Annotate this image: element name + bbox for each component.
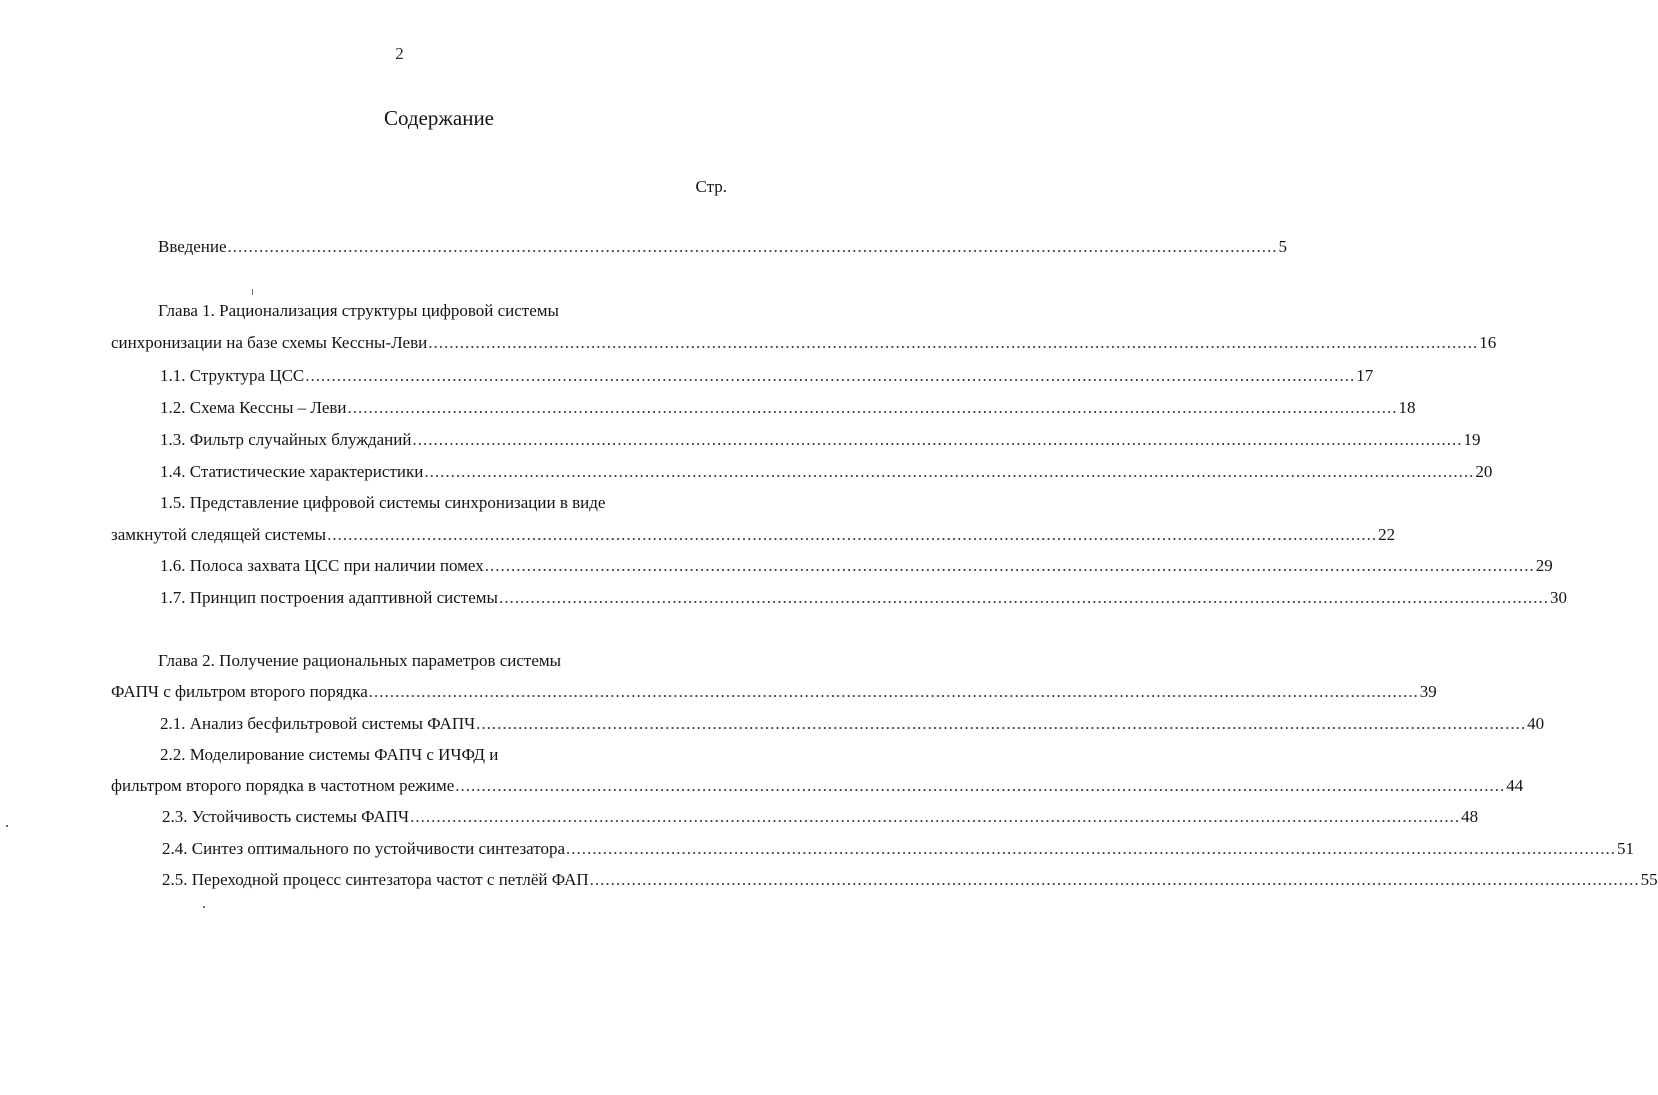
dot-leader: ........................................................................................................................................................................................................: [305, 366, 1356, 385]
dot-leader: ........................................................................................................................................................................................................: [368, 682, 1419, 701]
toc-entry-intro[interactable]: [158, 236, 1288, 258]
scan-speck: [203, 906, 205, 908]
toc-entry-title: 1.7. Принцип построения адаптивной системы: [160, 588, 498, 607]
toc-entry-page: 5: [1278, 237, 1288, 256]
scan-speck: [6, 825, 8, 827]
toc-entry-2-2-line1[interactable]: 2.2. Моделирование системы ФАПЧ с ИЧФД и: [160, 745, 499, 764]
toc-entry-2-3[interactable]: [162, 806, 1479, 828]
toc-entry-page: 40: [1527, 714, 1545, 733]
toc-entry-page: 20: [1475, 462, 1493, 481]
scan-speck: [252, 289, 253, 295]
toc-entry-page: 22: [1378, 525, 1396, 544]
toc-entry-1-1[interactable]: [160, 365, 1374, 387]
dot-leader: ........................................................................................................................................................................................................: [498, 588, 1549, 607]
toc-entry-title: фильтром второго порядка в частотном режиме: [111, 776, 455, 795]
toc-entry-2-5[interactable]: [162, 869, 1658, 891]
toc-entry-1-6[interactable]: [160, 555, 1553, 577]
dot-leader: ........................................................................................................................................................................................................: [455, 776, 1506, 795]
dot-leader: ........................................................................................................................................................................................................: [410, 807, 1461, 826]
chapter2-title-line1[interactable]: Глава 2. Получение рациональных параметров системы: [158, 651, 562, 670]
page-number: 2: [395, 44, 404, 63]
toc-entry-1-5[interactable]: [111, 524, 1396, 546]
toc-entry-chapter1[interactable]: [111, 332, 1497, 354]
toc-entry-title: Введение: [158, 237, 227, 256]
page-column-label: Стр.: [695, 177, 727, 196]
toc-entry-page: 19: [1463, 430, 1481, 449]
toc-entry-title: 1.6. Полоса захвата ЦСС при наличии помех: [160, 556, 484, 575]
dot-leader: ........................................................................................................................................................................................................: [424, 462, 1475, 481]
chapter1-title-line1[interactable]: Глава 1. Рационализация структуры цифровой системы: [158, 301, 559, 320]
toc-entry-title: 2.4. Синтез оптимального по устойчивости синтезатора: [162, 839, 566, 858]
toc-entry-1-2[interactable]: [160, 397, 1416, 419]
dot-leader: ........................................................................................................................................................................................................: [476, 714, 1527, 733]
toc-entry-page: 48: [1461, 807, 1479, 826]
toc-entry-title: 2.5. Переходной процесс синтезатора частот с петлёй ФАП: [162, 870, 589, 889]
toc-entry-1-7[interactable]: [160, 587, 1567, 609]
toc-entry-page: 30: [1549, 588, 1567, 607]
toc-entry-title: 1.4. Статистические характеристики: [160, 462, 424, 481]
toc-entry-2-2[interactable]: [111, 775, 1524, 797]
dot-leader: ........................................................................................................................................................................................................: [227, 237, 1278, 256]
dot-leader: ........................................................................................................................................................................................................: [566, 839, 1617, 858]
toc-entry-title: ФАПЧ с фильтром второго порядка: [111, 682, 368, 701]
toc-entry-title: замкнутой следящей системы: [111, 525, 327, 544]
toc-entry-1-4[interactable]: [160, 461, 1493, 483]
dot-leader: ........................................................................................................................................................................................................: [347, 398, 1398, 417]
toc-entry-page: 44: [1506, 776, 1524, 795]
toc-entry-2-4[interactable]: [162, 838, 1635, 860]
toc-entry-2-1[interactable]: [160, 713, 1545, 735]
toc-entry-title: 1.2. Схема Кессны – Леви: [160, 398, 347, 417]
toc-entry-title: 1.1. Структура ЦСС: [160, 366, 305, 385]
toc-entry-page: 18: [1398, 398, 1416, 417]
page-title: Содержание: [383, 106, 495, 130]
toc-entry-1-5-line1[interactable]: 1.5. Представление цифровой системы синхронизации в виде: [160, 493, 606, 512]
toc-entry-title: синхронизации на базе схемы Кессны-Леви: [111, 333, 428, 352]
toc-entry-page: 55: [1640, 870, 1658, 889]
toc-entry-title: 2.1. Анализ бесфильтровой системы ФАПЧ: [160, 714, 476, 733]
toc-entry-page: 51: [1617, 839, 1635, 858]
dot-leader: ........................................................................................................................................................................................................: [589, 870, 1640, 889]
dot-leader: ........................................................................................................................................................................................................: [428, 333, 1479, 352]
toc-entry-page: 29: [1535, 556, 1553, 575]
toc-entry-page: 17: [1356, 366, 1374, 385]
toc-entry-title: 2.3. Устойчивость системы ФАПЧ: [162, 807, 410, 826]
toc-entry-1-3[interactable]: [160, 429, 1481, 451]
dot-leader: ........................................................................................................................................................................................................: [327, 525, 1378, 544]
toc-entry-chapter2[interactable]: [111, 681, 1437, 703]
dot-leader: ........................................................................................................................................................................................................: [412, 430, 1463, 449]
toc-entry-page: 16: [1479, 333, 1497, 352]
toc-entry-title: 1.3. Фильтр случайных блужданий: [160, 430, 412, 449]
toc-entry-page: 39: [1419, 682, 1437, 701]
dot-leader: ........................................................................................................................................................................................................: [484, 556, 1535, 575]
